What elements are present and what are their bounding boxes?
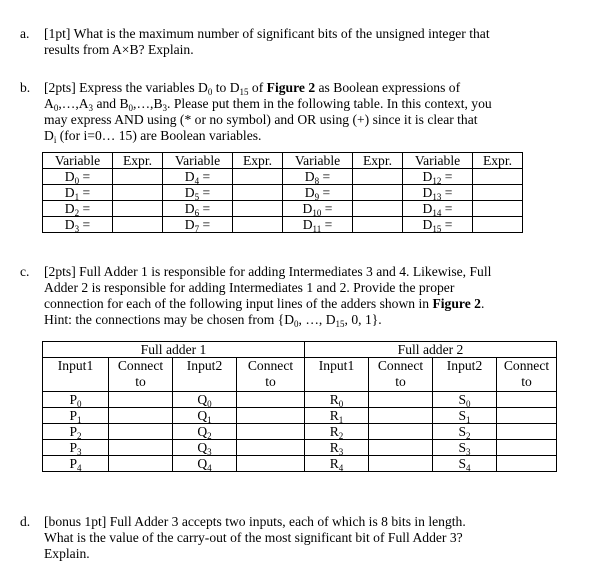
variables-table-header	[43, 153, 523, 169]
connect-to-cell[interactable]	[109, 440, 173, 456]
variables-row	[43, 169, 523, 185]
variable-cell: $D_{11}$ =	[283, 217, 353, 233]
adder-input-row	[43, 408, 557, 424]
connect-to-cell[interactable]	[237, 392, 305, 408]
header-input2-b: Input2	[433, 358, 497, 392]
input-line-cell: $R_2$	[305, 424, 369, 440]
expr-cell[interactable]	[473, 201, 523, 217]
header-expr-4: Expr.	[473, 153, 523, 169]
header-expr-3: Expr.	[353, 153, 403, 169]
question-d	[20, 514, 584, 562]
variable-cell: $D_{10}$ =	[283, 201, 353, 217]
expr-cell[interactable]	[473, 217, 523, 233]
variable-cell: $D_{12}$ =	[403, 169, 473, 185]
connect-to-cell[interactable]	[109, 392, 173, 408]
question-b-label: b.	[20, 80, 31, 95]
connect-to-cell[interactable]	[237, 440, 305, 456]
question-b	[20, 80, 584, 144]
connect-to-cell[interactable]	[497, 456, 557, 472]
question-a-line-1: [1pt] What is the maximum number of significant bits of the unsigned integer that	[44, 26, 490, 41]
adder-input-row	[43, 424, 557, 440]
variable-cell: $D_7$ =	[163, 217, 233, 233]
question-c-label: c.	[20, 264, 30, 279]
input-line-cell: $P_0$	[43, 392, 109, 408]
full-adder-1-title: Full adder 1	[43, 342, 305, 358]
connect-to-cell[interactable]	[237, 424, 305, 440]
header-variable-3: Variable	[283, 153, 353, 169]
expr-cell[interactable]	[473, 185, 523, 201]
question-a	[20, 26, 584, 58]
header-input1-a: Input1	[43, 358, 109, 392]
question-a-line-2: results from A×B? Explain.	[44, 42, 194, 57]
input-line-cell: $P_1$	[43, 408, 109, 424]
expr-cell[interactable]	[113, 185, 163, 201]
header-connect-b: Connect to	[237, 358, 305, 392]
variable-cell: $D_{14}$ =	[403, 201, 473, 217]
input-line-cell: $R_3$	[305, 440, 369, 456]
connect-to-cell[interactable]	[109, 456, 173, 472]
header-expr-1: Expr.	[113, 153, 163, 169]
variable-cell: $D_4$ =	[163, 169, 233, 185]
expr-cell[interactable]	[473, 169, 523, 185]
expr-cell[interactable]	[233, 217, 283, 233]
connect-to-cell[interactable]	[369, 456, 433, 472]
expr-cell[interactable]	[353, 185, 403, 201]
header-connect-a: Connect to	[109, 358, 173, 392]
input-line-cell: $Q_1$	[173, 408, 237, 424]
input-line-cell: $Q_4$	[173, 456, 237, 472]
header-input2-a: Input2	[173, 358, 237, 392]
question-b-line-3: may express AND using (* or no symbol) and OR using (+) since it is clear that	[44, 112, 478, 127]
adder-input-row	[43, 392, 557, 408]
question-c-line-2: Adder 2 is responsible for adding Intermediates 1 and 2. Provide the proper	[44, 280, 455, 295]
connect-to-cell[interactable]	[369, 392, 433, 408]
header-connect-d: Connect to	[497, 358, 557, 392]
variable-cell: $D_{15}$ =	[403, 217, 473, 233]
question-d-label: d.	[20, 514, 31, 529]
input-line-cell: $P_2$	[43, 424, 109, 440]
connect-to-cell[interactable]	[369, 408, 433, 424]
connect-to-cell[interactable]	[497, 392, 557, 408]
expr-cell[interactable]	[353, 217, 403, 233]
input-line-cell: $R_1$	[305, 408, 369, 424]
expr-cell[interactable]	[353, 201, 403, 217]
variable-cell: $D_9$ =	[283, 185, 353, 201]
input-line-cell: $R_4$	[305, 456, 369, 472]
input-line-cell: $Q_2$	[173, 424, 237, 440]
question-c-line-4: Hint: the connections may be chosen from {$D_0$, …, $D_{15}$, 0, 1}.	[44, 312, 382, 329]
header-variable-1: Variable	[43, 153, 113, 169]
variables-row	[43, 201, 523, 217]
input-line-cell: $R_0$	[305, 392, 369, 408]
question-b-line-2: $A_0,\dots,A_3$ and $B_0,\dots,B_3$. Please put them in the following table. In this context, you	[44, 96, 492, 113]
connect-to-cell[interactable]	[497, 440, 557, 456]
connect-to-cell[interactable]	[237, 408, 305, 424]
connect-to-cell[interactable]	[109, 408, 173, 424]
input-line-cell: $S_3$	[433, 440, 497, 456]
adder-input-row	[43, 456, 557, 472]
adders-table	[42, 341, 557, 472]
question-d-line-3: Explain.	[44, 546, 90, 561]
connect-to-cell[interactable]	[109, 424, 173, 440]
variables-table	[42, 152, 523, 233]
question-d-line-1: [bonus 1pt] Full Adder 3 accepts two inputs, each of which is 8 bits in length.	[44, 514, 466, 529]
variable-cell: $D_6$ =	[163, 201, 233, 217]
expr-cell[interactable]	[113, 201, 163, 217]
input-line-cell: $S_2$	[433, 424, 497, 440]
variable-cell: $D_1$ =	[43, 185, 113, 201]
expr-cell[interactable]	[113, 217, 163, 233]
expr-cell[interactable]	[233, 201, 283, 217]
input-line-cell: $S_0$	[433, 392, 497, 408]
question-c-line-1: [2pts] Full Adder 1 is responsible for adding Intermediates 3 and 4. Likewise, Full	[44, 264, 492, 279]
question-b-line-1: [2pts] Express the variables $D_0$ to $D_{15}$ of Figure 2 as Boolean expressions of	[44, 80, 461, 97]
full-adder-2-title: Full adder 2	[305, 342, 557, 358]
header-connect-c: Connect to	[369, 358, 433, 392]
question-c-line-3: connection for each of the following input lines of the adders shown in Figure 2.	[44, 296, 485, 311]
input-line-cell: $S_4$	[433, 456, 497, 472]
variable-cell: $D_8$ =	[283, 169, 353, 185]
connect-to-cell[interactable]	[497, 424, 557, 440]
adders-title-row	[43, 342, 557, 358]
input-line-cell: $Q_3$	[173, 440, 237, 456]
input-line-cell: $P_4$	[43, 456, 109, 472]
connect-to-cell[interactable]	[369, 440, 433, 456]
connect-to-cell[interactable]	[237, 456, 305, 472]
variable-cell: $D_5$ =	[163, 185, 233, 201]
expr-cell[interactable]	[113, 169, 163, 185]
variable-cell: $D_3$ =	[43, 217, 113, 233]
input-line-cell: $P_3$	[43, 440, 109, 456]
variables-row	[43, 217, 523, 233]
question-d-line-2: What is the value of the carry-out of the most significant bit of Full Adder 3?	[44, 530, 463, 545]
variable-cell: $D_0$ =	[43, 169, 113, 185]
variable-cell: $D_2$ =	[43, 201, 113, 217]
expr-cell[interactable]	[233, 169, 283, 185]
adder-input-row	[43, 440, 557, 456]
header-variable-4: Variable	[403, 153, 473, 169]
variables-row	[43, 185, 523, 201]
question-b-line-4: $D_i$ (for i=0… 15) are Boolean variables.	[44, 128, 262, 145]
adders-header-row	[43, 358, 557, 392]
input-line-cell: $Q_0$	[173, 392, 237, 408]
connect-to-cell[interactable]	[369, 424, 433, 440]
input-line-cell: $S_1$	[433, 408, 497, 424]
expr-cell[interactable]	[233, 185, 283, 201]
header-variable-2: Variable	[163, 153, 233, 169]
header-expr-2: Expr.	[233, 153, 283, 169]
expr-cell[interactable]	[353, 169, 403, 185]
connect-to-cell[interactable]	[497, 408, 557, 424]
header-input1-b: Input1	[305, 358, 369, 392]
question-a-label: a.	[20, 26, 30, 41]
variable-cell: $D_{13}$ =	[403, 185, 473, 201]
question-c	[20, 264, 584, 328]
